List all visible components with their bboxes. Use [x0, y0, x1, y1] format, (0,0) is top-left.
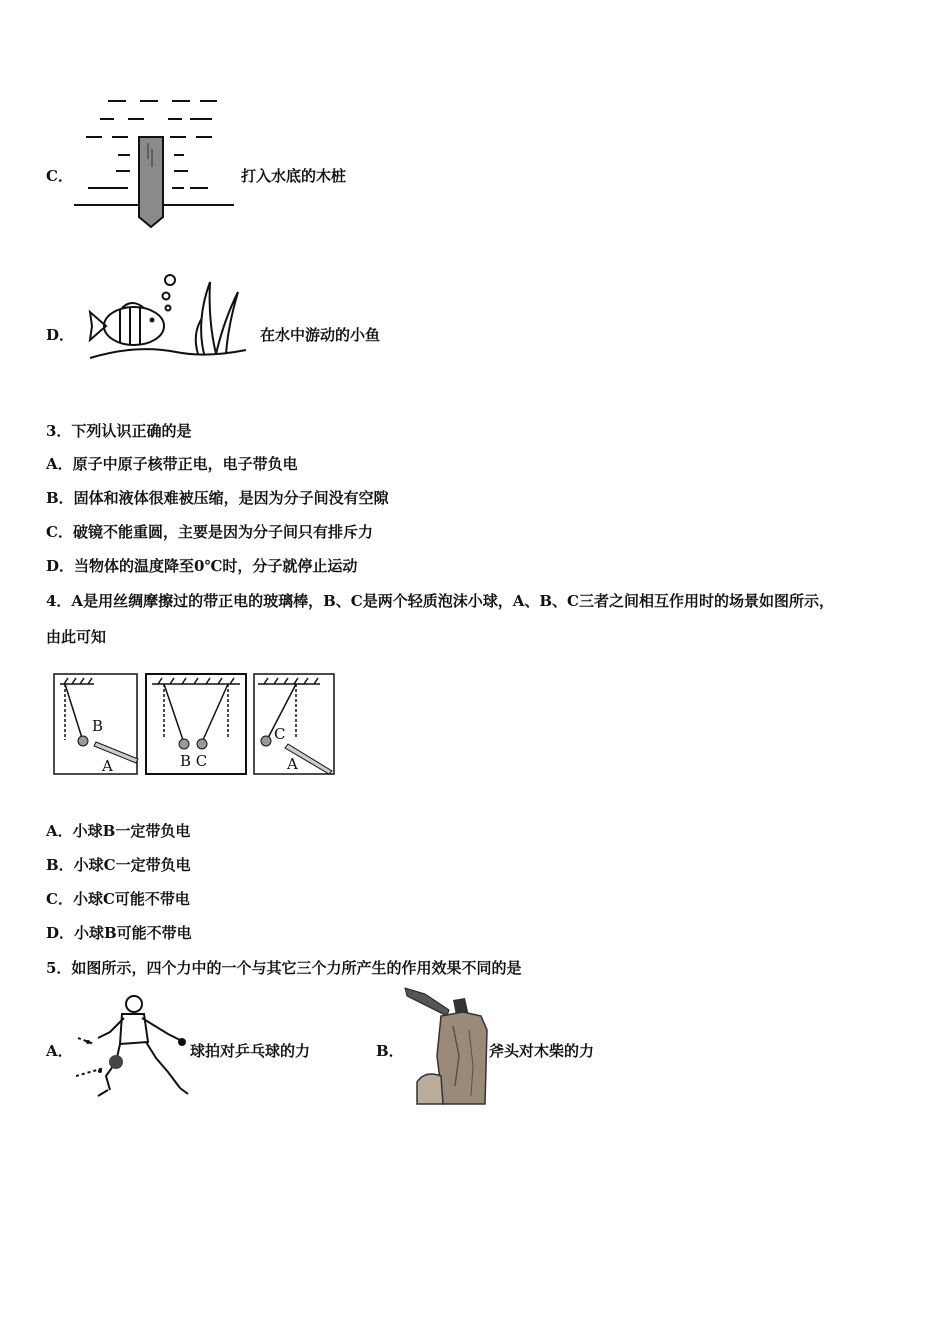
label-ball-b: B [92, 717, 104, 735]
q4-option-d: D．小球B可能不带电 [46, 924, 192, 942]
q3-option-d: D．当物体的温度降至0℃时，分子就停止运动 [46, 557, 358, 575]
q5-option-b-caption: 斧头对木柴的力 [489, 1042, 595, 1060]
q4-option-a: A．小球B一定带负电 [46, 822, 191, 840]
axe-splitting-wood-figure [403, 986, 491, 1106]
q3-option-b: B．固体和液体很难被压缩，是因为分子间没有空隙 [46, 489, 389, 507]
q4-stem-line2: 由此可知 [46, 628, 107, 646]
q4-stem-line1: 4．A是用丝绸摩擦过的带正电的玻璃棒，B、C是两个轻质泡沫小球，A、B、C三者之间相互作用时的场景如图所示， [46, 592, 834, 610]
swimming-fish-figure [86, 270, 256, 365]
q5-stem: 5．如图所示，四个力中的一个与其它三个力所产生的作用效果不同的是 [46, 959, 522, 977]
q3-option-c: C．破镜不能重圆，主要是因为分子间只有排斥力 [46, 523, 373, 541]
q4-option-c: C．小球C可能不带电 [46, 890, 190, 908]
wooden-stake-in-water-figure [72, 95, 237, 230]
label-rod-a-panel3: A [287, 755, 298, 773]
q5-option-b-letter: B． [376, 1042, 404, 1060]
label-ball-c: C [274, 725, 286, 743]
q3-stem: 3．下列认识正确的是 [46, 422, 192, 440]
label-balls-bc: B C [180, 752, 208, 770]
q5-option-a-letter: A． [46, 1042, 73, 1060]
table-tennis-player-figure [76, 992, 191, 1104]
q2-option-c-letter: C． [46, 167, 73, 185]
q2-option-d-caption: 在水中游动的小鱼 [260, 326, 381, 344]
q5-option-a-caption: 球拍对乒乓球的力 [190, 1042, 311, 1060]
label-rod-a-panel1: A [102, 757, 113, 775]
q4-option-b: B．小球C一定带负电 [46, 856, 191, 874]
q3-option-a: A．原子中原子核带正电，电子带负电 [46, 455, 298, 473]
q2-option-d-letter: D． [46, 326, 75, 344]
charged-balls-interaction-figure [52, 672, 338, 778]
q2-option-c-caption: 打入水底的木桩 [241, 167, 347, 185]
